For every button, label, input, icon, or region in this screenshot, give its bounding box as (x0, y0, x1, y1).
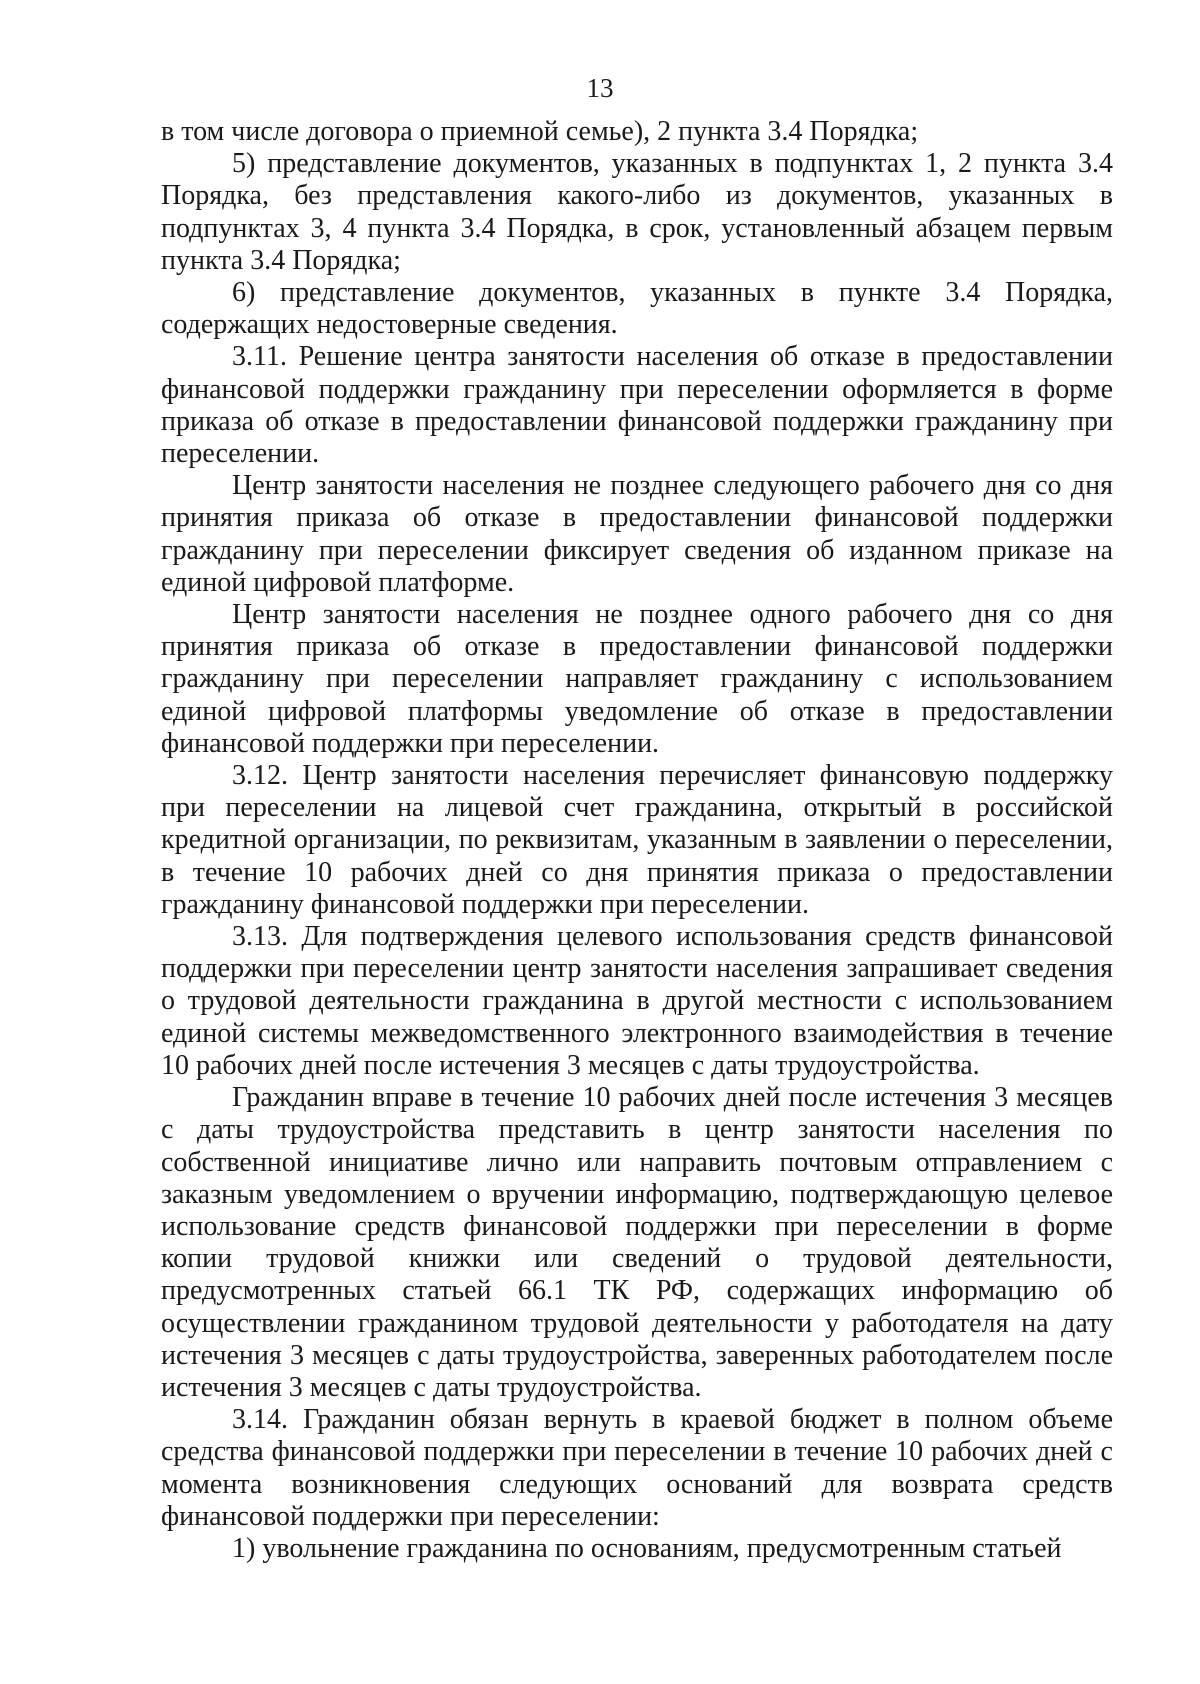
paragraph-item-5: 5) представление документов, указанных в подпунктах 1, 2 пункта 3.4 Порядка, без представления какого-либо из документов, указанных в подпунктах 3, 4 пункта 3.4 Порядка, в срок, установленный абзацем первым пункта 3.4 Порядка; (161, 148, 1113, 276)
paragraph-3-13: 3.13. Для подтверждения целевого использования средств финансовой поддержки при переселении центр занятости населения запрашивает сведения о трудовой деятельности гражданина в другой местности с использованием единой системы межведомственного электронного взаимодействия в течение 10 рабочих дней после истечения 3 месяцев с даты трудоустройства. (161, 921, 1113, 1081)
paragraph-3-11-notification: Центр занятости населения не позднее одного рабочего дня со дня принятия приказа об отказе в предоставлении финансовой поддержки гражданину при переселении направляет гражданину с использованием единой цифровой платформы уведомление об отказе в предоставлении финансовой поддержки при переселении. (161, 599, 1113, 759)
paragraph-3-12: 3.12. Центр занятости населения перечисляет финансовую поддержку при переселении на лицевой счет гражданина, открытый в российской кредитной организации, по реквизитам, указанным в заявлении о переселении, в течение 10 рабочих дней со дня принятия приказа о предоставлении гражданину финансовой поддержки при переселении. (161, 760, 1113, 920)
paragraph-3-11-fixation: Центр занятости населения не позднее следующего рабочего дня со дня принятия приказа об отказе в предоставлении финансовой поддержки гражданину при переселении фиксирует сведения об изданном приказе на единой цифровой платформе. (161, 470, 1113, 598)
paragraph-3-14: 3.14. Гражданин обязан вернуть в краевой бюджет в полном объеме средства финансовой поддержки при переселении в течение 10 рабочих дней с момента возникновения следующих оснований для возврата средств финансовой поддержки при переселении: (161, 1404, 1113, 1532)
paragraph-3-13-citizen-right: Гражданин вправе в течение 10 рабочих дней после истечения 3 месяцев с даты трудоустройства представить в центр занятости населения по собственной инициативе лично или направить почтовым отправлением с заказным уведомлением о вручении информацию, подтверждающую целевое использование средств финансовой поддержки при переселении в форме копии трудовой книжки или сведений о трудовой деятельности, предусмотренных статьей 66.1 ТК РФ, содержащих информацию об осуществлении гражданином трудовой деятельности у работодателя на дату истечения 3 месяцев с даты трудоустройства, заверенных работодателем после истечения 3 месяцев с даты трудоустройства. (161, 1082, 1113, 1403)
document-body (161, 116, 1113, 1565)
paragraph-continuation: в том числе договора о приемной семье), 2 пункта 3.4 Порядка; (161, 116, 919, 147)
paragraph-3-14-item-1: 1) увольнение гражданина по основаниям, предусмотренным статьей (232, 1532, 1062, 1564)
page-number: 13 (586, 73, 614, 103)
paragraph-3-11: 3.11. Решение центра занятости населения об отказе в предоставлении финансовой поддержки гражданину при переселении оформляется в форме приказа об отказе в предоставлении финансовой поддержки гражданину при переселении. (161, 341, 1113, 470)
paragraph-item-6: 6) представление документов, указанных в пункте 3.4 Порядка, содержащих недостоверные сведения. (161, 277, 1113, 341)
